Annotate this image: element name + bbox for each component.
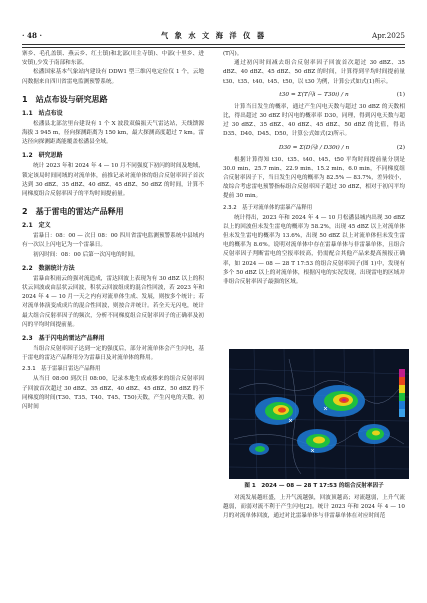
paragraph: 统计 2023 年和 2024 年 4 — 10 月不同强度下初闪的时间及地域，锁定该局时间同域的对流单体，前推记录对流单体的组合反射率因子首次达到 30 dBZ、35 dBZ、40 dBZ、45 dBZ、50 dBZ 的时间，计算不同梯度组合反射率因子的平均时间提前量。 xyxy=(22,163,204,198)
paragraph: 雷暴日：08：00 — 次日 08：00 四川省雷电监测预警系统中县域内有一次以上闪电记为一个雷暴日。 xyxy=(22,233,204,249)
section-heading: 1 站点布设与研究思路 xyxy=(22,94,108,104)
paragraph: 从当日 08:00 到次日 08:00，记录本地生成或移来的组合反射率因子回波首次超过 30 dBZ、35 dBZ、40 dBZ、45 dBZ、50 dBZ 的不同梯度的时间(T30、T35、T40、T45、T50)天数，产生闪电的天数、初闪时间 xyxy=(22,376,204,411)
paragraph: 当组合反射率因子达到一定的强度后，部分对流单体会产生闪电，基于雷电的雷达产品释用分为雷暴日及对流单体的释用。 xyxy=(22,346,204,362)
subsubsection-heading: 2.3.1 基于雷暴日雷达产品释用 xyxy=(22,366,101,373)
equation-1 xyxy=(223,90,405,100)
paragraph: 初闪时间：08：00 后第一次闪电的时间。 xyxy=(33,251,139,258)
equation-body: t30 = Σ(T闪i − T30i) / n xyxy=(279,91,349,98)
paragraph: 通过初闪时间减去组合反射率因子回波首次超过 30 dBZ、35 dBZ、40 dBZ、45 dBZ、50 dBZ 的时间，计算得到平均时间提前量 t30、t35、t40、t45、t50，以 t30 为例，计算公式如式(1)所示。 xyxy=(223,60,405,85)
right-column-lower xyxy=(223,494,405,522)
radar-reflectivity-figure xyxy=(229,349,409,479)
section-heading: 2 基于雷电的雷达产品释用 xyxy=(22,207,124,217)
paragraph: (T闪)。 xyxy=(223,51,243,57)
running-header xyxy=(22,30,405,42)
journal-title: 气 象 水 文 海 洋 仪 器 xyxy=(160,31,267,40)
paragraph: 对流发展越旺盛，上升气流越强，回波顶越高；对流越弱，上升气流越弱，而弱对流不利于产生闪电[2]。统计 2023 年和 2024 年 4 — 10 月的对流单体回波，通过对比雷暴单体与非雷暴单体在对应时间范 xyxy=(223,495,405,520)
subsubsection-heading: 2.3.2 基于对流单体的雷暴产品释用 xyxy=(223,204,313,211)
paragraph: 根据计算得知 t30、t35、t40、t45、t50 平均时间提前量分别是 30.0 min、25.7 min、22.9 min、15.2 min、6.0 min，不同梯度组合反射率因子下，当日发生闪电的概率为 82.5% — 83.7%，差异较小，故综合考虑雷电预警指标组合反射率因子超过 30 dBZ，相对于初闪平均提前 30 min。 xyxy=(223,156,405,200)
figure-caption: 图 1 2024 — 08 — 28 T 17:53 的组合反射率因子 xyxy=(244,483,384,489)
page-number: · 48 · xyxy=(22,31,43,40)
right-column xyxy=(223,50,405,287)
subsection-heading: 2.2 数据统计方法 xyxy=(22,264,75,272)
radar-map-image xyxy=(229,349,409,479)
subsection-heading: 2.3 基于闪电的雷达产品释用 xyxy=(22,335,105,343)
equation-number: (1) xyxy=(396,91,405,98)
paragraph: 寨乡、毛孔盖镇、燕云乡、红土镇)和北部(川主寺镇)、中部(十里乡、进安镇),少发于南部和东部。 xyxy=(22,51,204,67)
paragraph: 松潘县北部岔里台建设有 1 个 X 波段双偏振天气雷达站，天线馈源海拔 3 945 m，径向探测距离为 150 km，最大探测高度超过 7 km。雷达径向探测距离能覆盖松潘县全域。 xyxy=(22,120,204,146)
paragraph: 统计得出，2023 年和 2024 年 4 — 10 月松潘县城内出现 30 dBZ 以上的回波但未发生雷电的概率为 58.2%，出现 45 dBZ 以上对流单体但未发生雷电的概率为 13.6%，出现 50 dBZ 以上对流单体但未发生雷电的概率为 8.6%。说明对流单体中存在雷暴单体与非雷暴单体，且组合反射率因子判断雷电的空报率较高，仍需配合其他产品来提高预报正确率，如 2024 — 08 — 28 T 17:53 的组合反射率因子(图 1)中，发现有多个 50 dBZ 以上的对流单体，根据闪电的实况发现，出现雷电的区域并非组合反射率因子最强的区域。 xyxy=(223,214,405,286)
paragraph: 雷暴由积雨云的强对流造成，雷达回波上表现为有 30 dBZ 以上的积状云回波或由层状云回波，积状云回波组成的混合性回波，若 2023 年和 2024 年 4 — 10 月一天之内有对流单体生成、发展，则按多个统计；若对流单体演变成成片的混合性回波，则按合并统计。若全天无闪电，统计最大组合反射率因子的频次，分析不同梯度组合反射率因子的正确率及初闪的平均时间提前量。 xyxy=(22,275,204,328)
left-column xyxy=(22,50,204,412)
paragraph: 计算当日发生的概率，通过产生闪电天数与超过 30 dBZ 的天数相比，得出超过 30 dBZ 时闪电的概率率 D30，同理，得到闪电天数与超过 30 dBZ、35 dBZ、40 dBZ、45 dBZ、50 dBZ 的比值，得出 D35、D40、D45、D50，计算公式如式(2)所示。 xyxy=(223,103,405,138)
subsection-heading: 2.1 定义 xyxy=(22,222,51,230)
paragraph: 松潘国家基本气象站内建设有 DDW1 型三维闪电定位仪 1 个，云地闪数据来自四川省雷电监测预警系统。 xyxy=(22,69,204,85)
color-legend xyxy=(399,369,405,417)
subsection-heading: 1.1 站点布设 xyxy=(22,109,63,117)
issue-date: Apr.2025 xyxy=(371,31,405,40)
header-rule xyxy=(22,44,405,48)
subsection-heading: 1.2 研究思路 xyxy=(22,152,63,160)
equation-body: D30 = Σ(D闪i / D30i) / n xyxy=(278,144,350,151)
equation-2 xyxy=(223,143,405,153)
equation-number: (2) xyxy=(396,144,405,151)
